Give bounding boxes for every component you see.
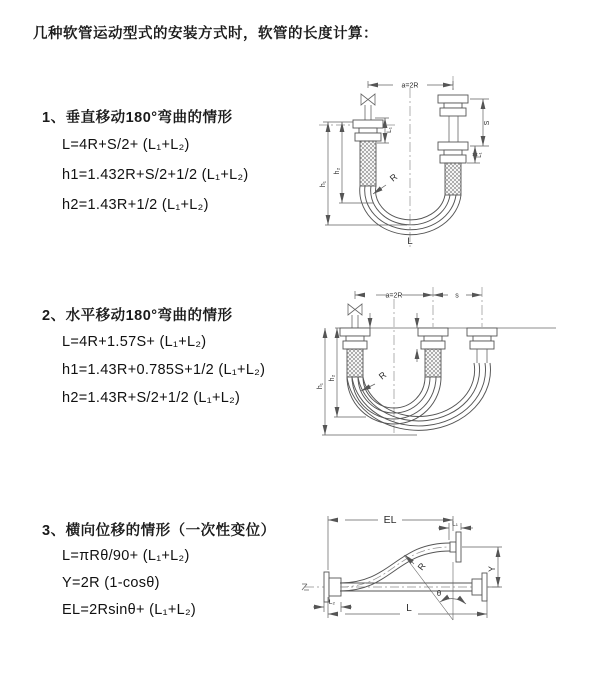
dim-label-l1-top: L₁ — [452, 520, 458, 528]
braided-hose-section — [347, 349, 363, 377]
dim-label-l1-left: L₁ — [386, 127, 393, 133]
section-1-heading: 1、垂直移动180°弯曲的情形 — [42, 110, 233, 126]
right-flange-assembly — [467, 328, 497, 363]
diagram-horizontal-180-bend — [310, 283, 570, 463]
dim-label-s: s — [455, 292, 459, 300]
right-flange-assembly — [438, 95, 468, 195]
dim-label-l1-right: L₁ — [477, 152, 483, 158]
radius-label: R — [415, 560, 428, 573]
radius-label: R — [387, 171, 400, 184]
section-1-formula-h2: h2=1.43R+1/2 (L₁+L₂) — [62, 197, 209, 213]
dim-label-s: S — [484, 120, 491, 126]
section-3-formula-el: EL=2Rsinθ+ (L₁+L₂) — [62, 602, 197, 618]
radius-label: R — [376, 369, 389, 382]
left-flange-assembly — [353, 120, 383, 186]
braided-hose-section — [445, 163, 461, 195]
page-title: 几种软管运动型式的安装方式时，软管的长度计算： — [33, 26, 378, 42]
construction-lines — [404, 555, 466, 620]
dim-label-h2: h₂ — [334, 167, 341, 175]
length-label: L — [407, 236, 413, 247]
left-flange-assembly — [340, 328, 370, 377]
dim-label-h2: h₂ — [329, 374, 336, 382]
braided-hose-section — [425, 349, 441, 377]
section-1-formula-h1: h1=1.432R+S/2+1/2 (L₁+L₂) — [62, 167, 249, 183]
left-pipe-stub — [352, 315, 358, 328]
upper-flange-assembly — [450, 532, 461, 562]
diagram-vertical-180-bend — [315, 72, 565, 257]
section-3-formula-y: Y=2R (1-cosθ) — [62, 575, 160, 591]
angle-theta-label: θ — [436, 589, 442, 598]
section-2-heading: 2、水平移动180°弯曲的情形 — [42, 308, 233, 324]
valve-icon — [361, 94, 375, 105]
dimension-lines-top — [355, 291, 482, 299]
dim-label-h1: h₁ — [320, 180, 327, 188]
valve-icon — [348, 304, 362, 315]
dim-label-y: Y — [487, 565, 497, 573]
braided-hose-section — [360, 141, 376, 186]
dim-label-a2r: a=2R — [401, 82, 419, 90]
hose-s-curve — [340, 543, 450, 591]
section-2-formula-h2: h2=1.43R+S/2+1/2 (L₁+L₂) — [62, 390, 241, 406]
left-flange-assembly — [324, 572, 341, 602]
section-2-formula-length: L=4R+1.57S+ (L₁+L₂) — [62, 334, 207, 350]
dim-label-a2r: a=2R — [385, 292, 403, 300]
diagram-lateral-displacement — [300, 502, 600, 657]
dim-label-el: EL — [383, 514, 397, 526]
middle-flange-assembly — [418, 328, 448, 377]
section-3-heading: 3、横向位移的情形（一次性变位） — [42, 523, 276, 539]
right-flange-assembly — [472, 573, 487, 601]
dim-label-l2-left: L₂ — [328, 599, 336, 606]
left-pipe-stub — [365, 105, 371, 120]
hose-u-bend-displaced — [347, 363, 490, 430]
dim-label-h1: h₁ — [317, 382, 324, 390]
length-label: L — [406, 603, 412, 614]
section-3-formula-length: L=πRθ/90+ (L₁+L₂) — [62, 548, 190, 564]
section-1-formula-length: L=4R+S/2+ (L₁+L₂) — [62, 137, 190, 153]
section-2-formula-h1: h1=1.43R+0.785S+1/2 (L₁+L₂) — [62, 362, 266, 378]
